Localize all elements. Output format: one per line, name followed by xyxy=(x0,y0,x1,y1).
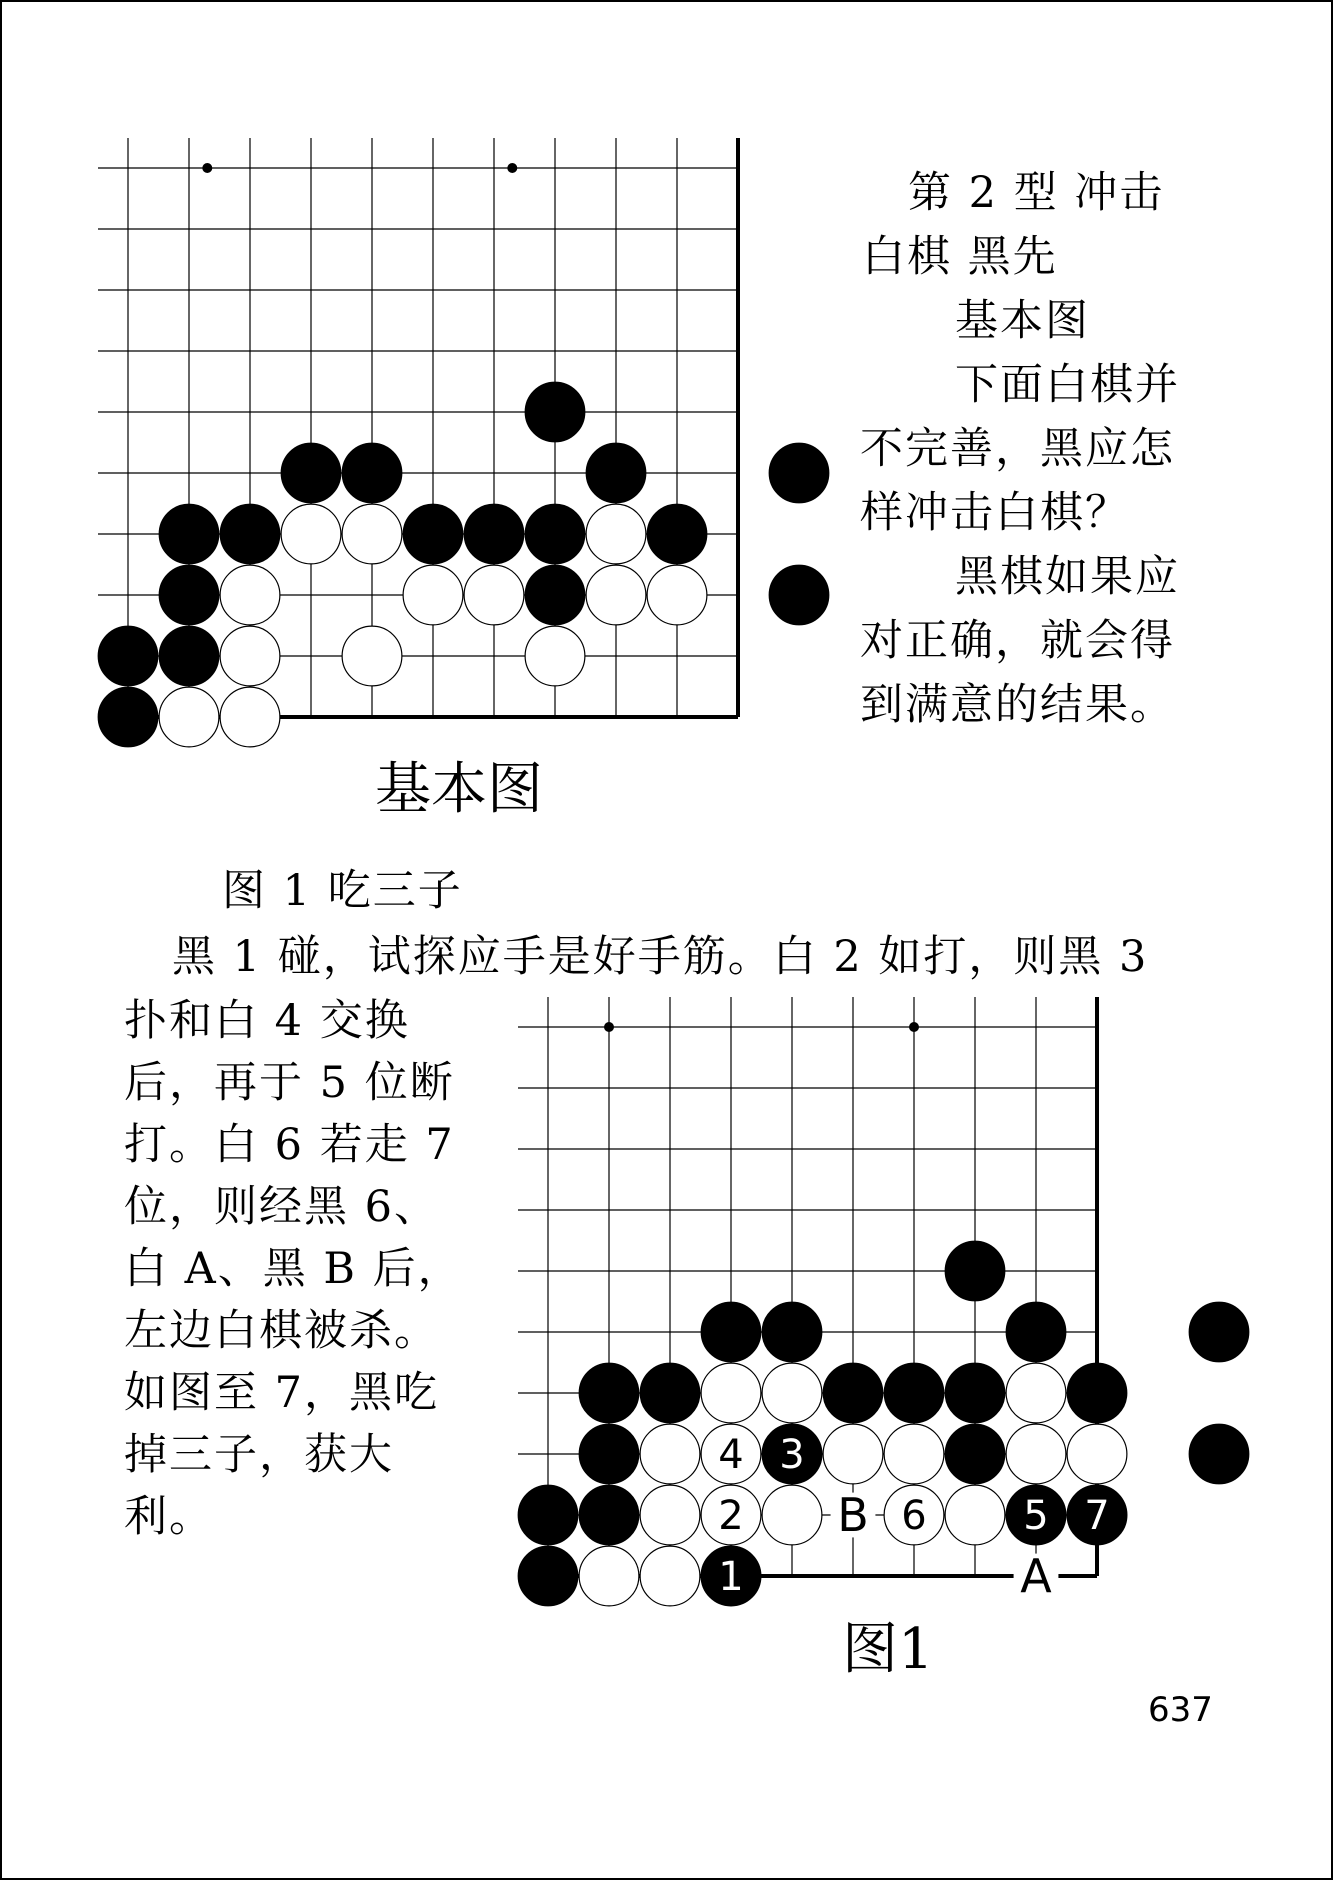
figure1-point-label: A xyxy=(1020,1549,1052,1603)
figure1-move-number: 7 xyxy=(1084,1493,1110,1539)
intro-line-6: 到满意的结果。 xyxy=(860,680,1175,730)
diagram1-black-stone xyxy=(647,504,707,564)
figure1-black-stone xyxy=(518,1546,578,1606)
section-label: 基本图 xyxy=(955,296,1090,346)
figure1-line-8: 掉三子，获大 xyxy=(124,1430,394,1480)
figure1-black-stone xyxy=(945,1363,1005,1423)
diagram1-white-stone xyxy=(220,626,280,686)
diagram1-star-point xyxy=(202,163,212,173)
figure1-line-3: 打。白 6 若走 7 xyxy=(124,1120,455,1170)
figure1-white-stone xyxy=(762,1485,822,1545)
diagram1-black-stone xyxy=(464,504,524,564)
figure1-line-6: 左边白棋被杀。 xyxy=(124,1306,439,1356)
intro-line-3: 样冲击白棋？ xyxy=(860,488,1130,538)
diagram1-black-stone xyxy=(159,626,219,686)
diagram1-white-stone xyxy=(647,565,707,625)
figure1-white-stone xyxy=(1006,1424,1066,1484)
diagram1-white-stone xyxy=(525,626,585,686)
figure1-line-1: 扑和白 4 交换 xyxy=(124,996,410,1046)
figure1-white-stone xyxy=(640,1485,700,1545)
figure1-white-stone xyxy=(701,1363,761,1423)
figure1-white-stone xyxy=(762,1363,822,1423)
figure1-move-number: 2 xyxy=(718,1493,744,1539)
problem-subtitle: 白棋 黑先 xyxy=(862,232,1058,282)
figure1-black-stone xyxy=(640,1363,700,1423)
intro-line-1: 下面白棋并 xyxy=(955,360,1180,410)
figure1-black-stone xyxy=(1006,1302,1066,1362)
diagram1-white-stone xyxy=(220,565,280,625)
figure1-black-stone xyxy=(1189,1302,1249,1362)
diagram1-black-stone xyxy=(525,382,585,442)
figure1-lead: 黑 1 碰，试探应手是好手筋。白 2 如打，则黑 3 xyxy=(172,932,1149,982)
figure1-caption: 图1 xyxy=(842,1617,934,1682)
diagram1-black-stone xyxy=(342,443,402,503)
diagram1-black-stone xyxy=(281,443,341,503)
figure1-star-point xyxy=(604,1022,614,1032)
intro-line-4: 黑棋如果应 xyxy=(955,552,1180,602)
figure1-move-number: 1 xyxy=(718,1554,744,1600)
diagram1-white-stone xyxy=(586,565,646,625)
figure1-white-stone xyxy=(945,1485,1005,1545)
figure1-move-number: 4 xyxy=(718,1432,744,1478)
figure1-heading: 图 1 吃三子 xyxy=(222,866,463,916)
figure1-black-stone xyxy=(1067,1363,1127,1423)
intro-line-2: 不完善，黑应怎 xyxy=(860,424,1175,474)
page-number: 637 xyxy=(1148,1690,1213,1730)
figure1-move-number: 6 xyxy=(901,1493,927,1539)
diagram1-black-stone xyxy=(98,626,158,686)
diagram1-black-stone xyxy=(220,504,280,564)
diagram1-white-stone xyxy=(586,504,646,564)
diagram1-black-stone xyxy=(525,565,585,625)
figure1-white-stone xyxy=(1067,1424,1127,1484)
figure1-white-stone xyxy=(823,1424,883,1484)
diagram1-black-stone xyxy=(403,504,463,564)
diagram1-white-stone xyxy=(159,687,219,747)
figure1-line-2: 后，再于 5 位断 xyxy=(124,1058,455,1108)
diagram1-black-stone xyxy=(769,443,829,503)
figure1-black-stone xyxy=(518,1485,578,1545)
figure1-line-7: 如图至 7，黑吃 xyxy=(124,1368,440,1418)
diagram1-black-stone xyxy=(525,504,585,564)
figure1-point-label: B xyxy=(837,1488,869,1542)
figure1-line-4: 位，则经黑 6、 xyxy=(124,1182,440,1232)
figure1-black-stone xyxy=(579,1424,639,1484)
figure1-white-stone xyxy=(640,1424,700,1484)
diagram1-white-stone xyxy=(342,626,402,686)
diagram1-white-stone xyxy=(220,687,280,747)
figure1-line-5: 白 A、黑 B 后， xyxy=(124,1244,463,1294)
diagram1-caption: 基本图 xyxy=(375,757,543,822)
figure1-black-stone xyxy=(1189,1424,1249,1484)
figure1-star-point xyxy=(909,1022,919,1032)
figure1-white-stone xyxy=(579,1546,639,1606)
figure1-move-number: 5 xyxy=(1023,1493,1049,1539)
figure1-move-number: 3 xyxy=(779,1432,805,1478)
figure1-white-stone xyxy=(884,1424,944,1484)
figure1-black-stone xyxy=(884,1363,944,1423)
figure1-black-stone xyxy=(823,1363,883,1423)
diagram1-white-stone xyxy=(281,504,341,564)
diagram1-white-stone xyxy=(342,504,402,564)
diagram1-black-stone xyxy=(98,687,158,747)
diagram1-black-stone xyxy=(159,504,219,564)
diagram1-black-stone xyxy=(586,443,646,503)
figure1-black-stone xyxy=(579,1363,639,1423)
figure1-line-9: 利。 xyxy=(124,1492,214,1542)
diagram1-white-stone xyxy=(403,565,463,625)
diagram1-black-stone xyxy=(159,565,219,625)
diagram1-black-stone xyxy=(769,565,829,625)
figure1-black-stone xyxy=(945,1241,1005,1301)
figure1-white-stone xyxy=(1006,1363,1066,1423)
figure1-black-stone xyxy=(701,1302,761,1362)
figure1-white-stone xyxy=(640,1546,700,1606)
figure1-black-stone xyxy=(579,1485,639,1545)
figure1-black-stone xyxy=(945,1424,1005,1484)
problem-title: 第 2 型 冲击 xyxy=(908,168,1165,218)
diagram1-white-stone xyxy=(464,565,524,625)
figure1-black-stone xyxy=(762,1302,822,1362)
diagram1-star-point xyxy=(507,163,517,173)
intro-line-5: 对正确，就会得 xyxy=(860,616,1175,666)
